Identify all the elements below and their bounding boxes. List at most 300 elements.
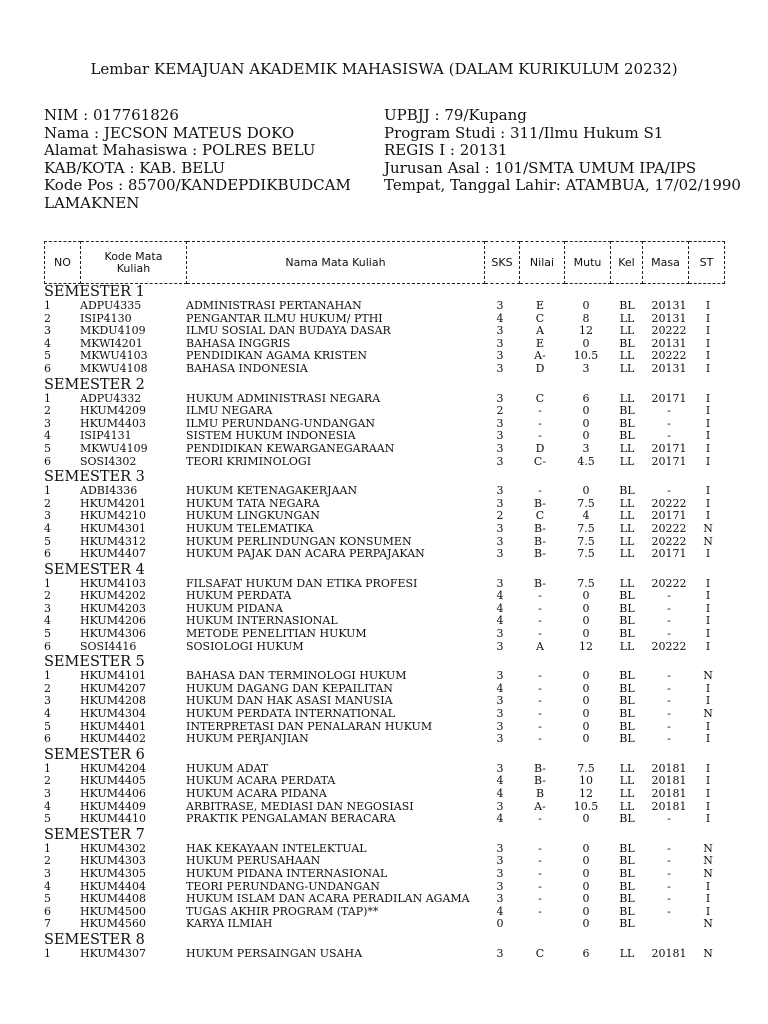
course-name: PENGANTAR ILMU HUKUM/ PTHI — [186, 311, 383, 325]
course-name: HAK KEKAYAAN INTELEKTUAL — [186, 841, 367, 855]
course-row — [44, 843, 744, 856]
course-quality: 0 — [582, 416, 590, 430]
course-sks: 3 — [496, 866, 504, 880]
course-name: HUKUM INTERNASIONAL — [186, 614, 338, 628]
student-info-left — [44, 107, 351, 213]
course-kel: BL — [619, 841, 635, 855]
course-code: HKUM4208 — [80, 694, 146, 708]
course-quality: 3 — [582, 361, 590, 375]
course-row — [44, 733, 744, 746]
course-period: 20222 — [651, 496, 687, 510]
course-quality: 0 — [582, 707, 590, 721]
course-row — [44, 906, 744, 919]
row-no: 5 — [44, 349, 51, 363]
course-status: N — [703, 521, 713, 535]
row-no: 5 — [44, 534, 51, 548]
course-name: ADMINISTRASI PERTANAHAN — [186, 299, 362, 312]
course-name: HUKUM PIDANA — [186, 601, 283, 615]
course-sks: 3 — [496, 416, 504, 430]
course-kel: LL — [619, 496, 635, 510]
course-kel: BL — [619, 732, 635, 746]
course-code: HKUM4103 — [80, 576, 146, 590]
course-row — [44, 855, 744, 868]
course-grade: - — [538, 614, 542, 628]
course-sks: 3 — [496, 732, 504, 746]
header-mutu: Mutu — [565, 242, 611, 284]
course-sks: 0 — [496, 917, 504, 931]
course-status: I — [705, 454, 711, 468]
course-quality: 0 — [582, 336, 590, 350]
row-no: 6 — [44, 361, 51, 375]
course-kel: LL — [619, 799, 635, 813]
course-grade: B- — [533, 761, 546, 775]
course-period: - — [667, 429, 671, 443]
course-period: - — [667, 404, 671, 418]
course-grade: D — [535, 361, 545, 375]
course-name: HUKUM PERLINDUNGAN KONSUMEN — [186, 534, 412, 548]
course-grade: C — [535, 311, 545, 325]
row-no: 5 — [44, 719, 51, 733]
course-period: 20222 — [651, 324, 687, 338]
course-sks: 3 — [496, 799, 504, 813]
course-row — [44, 775, 744, 788]
course-name: TEORI PERUNDANG-UNDANGAN — [186, 879, 380, 893]
row-no: 1 — [44, 946, 51, 960]
course-name: PENDIDIKAN AGAMA KRISTEN — [186, 349, 367, 363]
course-period: - — [667, 904, 671, 918]
course-name: HUKUM ADAT — [186, 761, 269, 775]
header-kode: Kode Mata Kuliah — [81, 242, 187, 284]
course-grade: D — [535, 441, 545, 455]
course-status: N — [703, 866, 713, 880]
course-code: HKUM4301 — [80, 521, 146, 535]
course-status: I — [705, 787, 711, 800]
course-quality: 0 — [582, 866, 590, 880]
course-period: 20181 — [651, 799, 687, 813]
course-name: ARBITRASE, MEDIASI DAN NEGOSIASI — [186, 799, 414, 813]
course-sks: 3 — [496, 892, 504, 906]
course-grade: - — [538, 681, 542, 695]
course-quality: 0 — [582, 589, 590, 603]
course-name: HUKUM PERUSAHAAN — [186, 854, 321, 868]
course-sks: 3 — [496, 841, 504, 855]
course-status: I — [705, 799, 711, 813]
course-sks: 4 — [496, 812, 504, 826]
course-sks: 2 — [496, 509, 504, 523]
course-quality: 12 — [579, 639, 593, 653]
course-quality: 4 — [582, 509, 590, 523]
semester-heading: SEMESTER 4 — [44, 561, 145, 578]
course-kel: BL — [619, 601, 635, 615]
course-sks: 3 — [496, 946, 504, 960]
course-code: MKWU4108 — [80, 361, 148, 375]
course-grade: - — [538, 589, 542, 603]
course-sks: 3 — [496, 534, 504, 548]
course-period: 20222 — [651, 639, 687, 653]
course-row — [44, 350, 744, 363]
row-no: 6 — [44, 732, 51, 746]
course-code: HKUM4312 — [80, 534, 146, 548]
course-sks: 3 — [496, 547, 504, 561]
course-quality: 0 — [582, 694, 590, 708]
course-name: HUKUM PERDATA INTERNATIONAL — [186, 707, 395, 721]
course-name: HUKUM PERJANJIAN — [186, 732, 309, 746]
student-info-line: NIM : 017761826 — [44, 106, 179, 124]
course-grade: - — [538, 719, 542, 733]
course-code: HKUM4304 — [80, 707, 146, 721]
course-grade: C- — [533, 454, 547, 468]
program-info-line: Jurusan Asal : 101/SMTA UMUM IPA/IPS — [384, 158, 697, 177]
row-no: 2 — [44, 681, 51, 695]
course-kel: LL — [619, 324, 635, 338]
course-sks: 3 — [496, 854, 504, 868]
student-info-line: Alamat Mahasiswa : POLRES BELU — [44, 141, 316, 160]
program-info-line: REGIS I : 20131 — [384, 141, 508, 160]
row-no: 3 — [44, 694, 51, 708]
course-sks: 3 — [496, 761, 504, 775]
course-code: HKUM4302 — [80, 841, 146, 855]
course-row — [44, 548, 744, 561]
course-status: I — [705, 614, 711, 628]
course-grade: - — [538, 892, 542, 906]
course-quality: 7.5 — [577, 521, 595, 535]
student-info-line: Nama : JECSON MATEUS DOKO — [44, 123, 295, 142]
course-period: - — [667, 879, 671, 893]
course-code: HKUM4307 — [80, 946, 146, 960]
course-sks: 4 — [496, 601, 504, 615]
course-sks: 3 — [496, 299, 504, 312]
program-info-line: Program Studi : 311/Ilmu Hukum S1 — [384, 123, 664, 142]
course-code: MKWI4201 — [80, 336, 143, 350]
course-row — [44, 418, 744, 431]
header-st: ST — [689, 242, 725, 284]
course-quality: 7.5 — [577, 534, 595, 548]
course-code: HKUM4404 — [80, 879, 146, 893]
course-kel: LL — [619, 521, 635, 535]
course-row — [44, 590, 744, 603]
course-period: - — [667, 694, 671, 708]
course-status: I — [705, 416, 711, 430]
course-kel: LL — [619, 361, 635, 375]
course-grade: - — [538, 879, 542, 893]
course-status: I — [705, 694, 711, 708]
course-code: HKUM4406 — [80, 787, 146, 800]
course-quality: 0 — [582, 429, 590, 443]
course-quality: 10.5 — [573, 349, 599, 363]
course-kel: LL — [619, 349, 635, 363]
row-no: 2 — [44, 774, 51, 788]
course-table-header — [44, 241, 725, 284]
course-name: HUKUM PAJAK DAN ACARA PERPAJAKAN — [186, 547, 425, 561]
course-grade: - — [538, 904, 542, 918]
course-period: 20181 — [651, 946, 687, 960]
course-quality: 7.5 — [577, 496, 595, 510]
course-grade: - — [538, 841, 542, 855]
course-name: HUKUM TATA NEGARA — [186, 496, 320, 510]
row-no: 3 — [44, 601, 51, 615]
row-no: 6 — [44, 454, 51, 468]
row-no: 4 — [44, 879, 51, 893]
semester-heading: SEMESTER 3 — [44, 469, 145, 486]
course-row — [44, 338, 744, 351]
course-quality: 7.5 — [577, 761, 595, 775]
row-no: 1 — [44, 299, 51, 312]
semester-heading: SEMESTER 5 — [44, 654, 145, 671]
course-period: - — [667, 812, 671, 826]
course-status: I — [705, 509, 711, 523]
course-name: HUKUM LINGKUNGAN — [186, 509, 320, 523]
course-name: PENDIDIKAN KEWARGANEGARAAN — [186, 441, 395, 455]
course-quality: 7.5 — [577, 547, 595, 561]
program-info-line: UPBJJ : 79/Kupang — [384, 106, 527, 124]
course-row — [44, 628, 744, 641]
row-no: 1 — [44, 841, 51, 855]
course-quality: 6 — [582, 946, 590, 960]
course-period: 20131 — [651, 311, 687, 325]
course-sks: 3 — [496, 336, 504, 350]
course-row — [44, 300, 744, 313]
semester-heading: SEMESTER 8 — [44, 931, 145, 948]
row-no: 6 — [44, 547, 51, 561]
course-period: 20171 — [651, 547, 687, 561]
course-grade: B- — [533, 547, 546, 561]
row-no: 2 — [44, 311, 51, 325]
course-grade: B — [535, 787, 545, 800]
row-no: 3 — [44, 324, 51, 338]
course-kel: BL — [619, 429, 635, 443]
row-no: 3 — [44, 787, 51, 800]
course-sks: 4 — [496, 614, 504, 628]
semester-heading: SEMESTER 6 — [44, 746, 145, 763]
course-name: HUKUM DAN HAK ASASI MANUSIA — [186, 694, 393, 708]
row-no: 5 — [44, 441, 51, 455]
row-no: 1 — [44, 391, 51, 405]
row-no: 3 — [44, 509, 51, 523]
course-grade: A — [536, 639, 544, 653]
course-kel: BL — [619, 614, 635, 628]
course-sks: 4 — [496, 681, 504, 695]
course-kel: LL — [619, 391, 635, 405]
course-kel: BL — [619, 404, 635, 418]
course-row — [44, 918, 744, 931]
course-status: I — [705, 719, 711, 733]
course-status: I — [705, 904, 711, 918]
course-name: BAHASA INDONESIA — [186, 361, 308, 375]
course-quality: 0 — [582, 854, 590, 868]
course-quality: 0 — [582, 601, 590, 615]
course-status: I — [705, 681, 711, 695]
course-code: HKUM4209 — [80, 404, 146, 418]
course-kel: LL — [619, 454, 635, 468]
course-kel: BL — [619, 719, 635, 733]
course-name: BAHASA INGGRIS — [186, 336, 291, 350]
course-code: HKUM4303 — [80, 854, 146, 868]
course-name: HUKUM PERSAINGAN USAHA — [186, 946, 363, 960]
course-period: 20181 — [651, 787, 687, 800]
course-period: - — [667, 669, 671, 683]
course-period: - — [667, 707, 671, 721]
student-info-line: KAB/KOTA : KAB. BELU — [44, 158, 225, 177]
course-name: FILSAFAT HUKUM DAN ETIKA PROFESI — [186, 576, 418, 590]
course-sks: 2 — [496, 404, 504, 418]
row-no: 4 — [44, 521, 51, 535]
course-quality: 0 — [582, 732, 590, 746]
row-no: 4 — [44, 429, 51, 443]
course-grade: - — [538, 627, 542, 641]
course-list — [44, 283, 744, 961]
course-kel: BL — [619, 484, 635, 498]
row-no: 4 — [44, 799, 51, 813]
course-status: N — [703, 854, 713, 868]
course-code: HKUM4207 — [80, 681, 146, 695]
course-row — [44, 813, 744, 826]
course-kel: BL — [619, 904, 635, 918]
header-masa: Masa — [643, 242, 689, 284]
course-grade: B- — [533, 576, 546, 590]
course-period: 20131 — [651, 361, 687, 375]
course-code: HKUM4560 — [80, 917, 146, 931]
course-sks: 3 — [496, 719, 504, 733]
course-period: - — [667, 841, 671, 855]
course-name: HUKUM PIDANA INTERNASIONAL — [186, 866, 388, 880]
course-kel: BL — [619, 681, 635, 695]
course-row — [44, 363, 744, 376]
course-grade: B- — [533, 496, 546, 510]
row-no: 2 — [44, 854, 51, 868]
course-status: N — [703, 669, 713, 683]
course-code: ADBI4336 — [80, 484, 138, 498]
program-info-line: Tempat, Tanggal Lahir: ATAMBUA, 17/02/1990 — [384, 176, 741, 195]
row-no: 2 — [44, 589, 51, 603]
course-code: HKUM4401 — [80, 719, 146, 733]
course-status: I — [705, 336, 711, 350]
course-row — [44, 948, 744, 961]
course-code: MKWU4109 — [80, 441, 148, 455]
course-row — [44, 456, 744, 469]
row-no: 4 — [44, 614, 51, 628]
course-row — [44, 893, 744, 906]
row-no: 6 — [44, 639, 51, 653]
course-grade: - — [538, 866, 542, 880]
course-status: I — [705, 361, 711, 375]
course-status: I — [705, 892, 711, 906]
course-quality: 10.5 — [573, 799, 599, 813]
course-code: SOSI4302 — [80, 454, 137, 468]
course-kel: BL — [619, 416, 635, 430]
course-code: HKUM4210 — [80, 509, 146, 523]
course-row — [44, 603, 744, 616]
course-sks: 4 — [496, 589, 504, 603]
course-code: ADPU4335 — [80, 299, 142, 312]
course-status: N — [703, 841, 713, 855]
course-status: I — [705, 627, 711, 641]
course-period: - — [667, 484, 671, 498]
course-period: 20131 — [651, 336, 687, 350]
header-no: NO — [45, 242, 81, 284]
course-period: 20131 — [651, 299, 687, 312]
row-no: 1 — [44, 576, 51, 590]
course-kel: BL — [619, 299, 635, 312]
course-code: ADPU4332 — [80, 391, 142, 405]
course-period: - — [667, 732, 671, 746]
course-status: I — [705, 812, 711, 826]
course-kel: LL — [619, 787, 635, 800]
course-quality: 0 — [582, 404, 590, 418]
course-sks: 3 — [496, 669, 504, 683]
course-grade: - — [538, 707, 542, 721]
course-code: HKUM4306 — [80, 627, 146, 641]
course-name: HUKUM ISLAM DAN ACARA PERADILAN AGAMA — [186, 892, 470, 906]
course-code: HKUM4409 — [80, 799, 146, 813]
course-status: I — [705, 547, 711, 561]
course-grade: C — [535, 391, 545, 405]
course-grade: C — [535, 509, 545, 523]
course-code: HKUM4203 — [80, 601, 146, 615]
course-name: ILMU PERUNDANG-UNDANGAN — [186, 416, 376, 430]
course-status: I — [705, 589, 711, 603]
course-name: METODE PENELITIAN HUKUM — [186, 627, 367, 641]
course-status: I — [705, 311, 711, 325]
course-period: 20222 — [651, 349, 687, 363]
student-info-line: LAMAKNEN — [44, 193, 140, 212]
course-period: - — [667, 866, 671, 880]
course-grade: - — [538, 404, 542, 418]
course-grade: - — [538, 812, 542, 826]
course-row — [44, 683, 744, 696]
course-period: 20222 — [651, 576, 687, 590]
course-grade: B- — [533, 534, 546, 548]
course-code: HKUM4408 — [80, 892, 146, 906]
header-nilai: Nilai — [520, 242, 565, 284]
course-name: HUKUM DAGANG DAN KEPAILITAN — [186, 681, 393, 695]
course-quality: 0 — [582, 627, 590, 641]
course-quality: 0 — [582, 681, 590, 695]
course-sks: 4 — [496, 904, 504, 918]
course-sks: 3 — [496, 324, 504, 338]
course-kel: LL — [619, 576, 635, 590]
course-quality: 4.5 — [577, 454, 595, 468]
row-no: 1 — [44, 761, 51, 775]
course-period: - — [667, 416, 671, 430]
course-sks: 3 — [496, 627, 504, 641]
course-period: - — [667, 681, 671, 695]
course-name: HUKUM KETENAGAKERJAAN — [186, 484, 358, 498]
course-status: I — [705, 732, 711, 746]
course-row — [44, 721, 744, 734]
course-code: MKWU4103 — [80, 349, 148, 363]
course-kel: LL — [619, 547, 635, 561]
course-quality: 0 — [582, 484, 590, 498]
course-row — [44, 443, 744, 456]
course-row — [44, 763, 744, 776]
course-grade: A — [536, 324, 544, 338]
course-row — [44, 313, 744, 326]
course-grade: C — [535, 946, 545, 960]
course-row — [44, 325, 744, 338]
course-status: N — [703, 917, 713, 931]
course-kel: LL — [619, 946, 635, 960]
course-grade: A- — [534, 799, 546, 813]
course-code: MKDU4109 — [80, 324, 146, 338]
row-no: 5 — [44, 627, 51, 641]
course-row — [44, 868, 744, 881]
row-no: 7 — [44, 917, 51, 931]
course-code: HKUM4403 — [80, 416, 146, 430]
course-kel: BL — [619, 854, 635, 868]
course-name: ILMU SOSIAL DAN BUDAYA DASAR — [186, 324, 391, 338]
row-no: 2 — [44, 404, 51, 418]
course-period: 20181 — [651, 774, 687, 788]
